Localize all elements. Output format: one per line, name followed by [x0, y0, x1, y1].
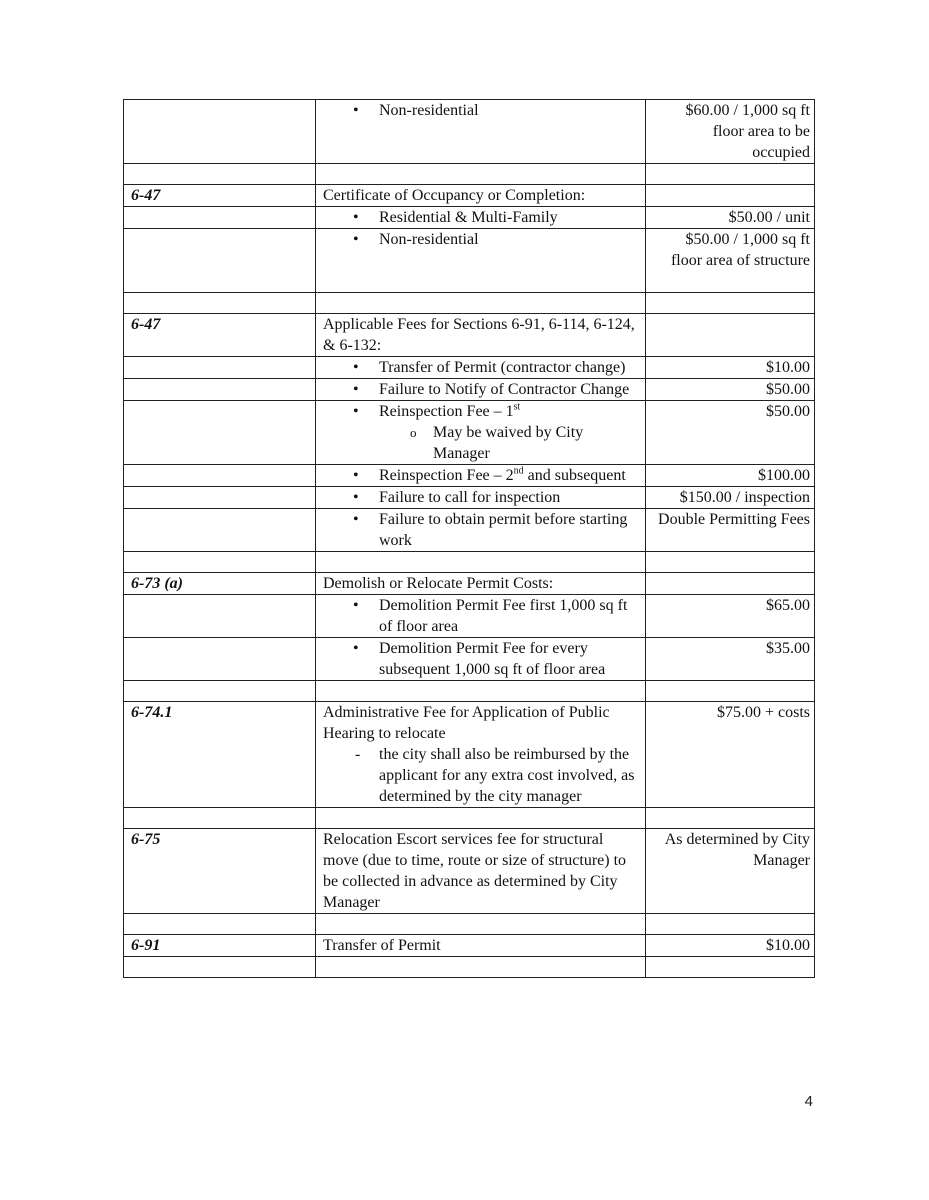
table-row [124, 509, 815, 552]
fee-cell: $75.00 + costs [646, 702, 815, 808]
fee-cell: $35.00 [646, 638, 815, 681]
fee-cell [646, 573, 815, 595]
table-row [124, 595, 815, 638]
bullet-item: • Transfer of Permit (contractor change) [323, 357, 641, 378]
table-row [124, 379, 815, 401]
spacer-row [124, 293, 815, 314]
bullet-item: • Residential & Multi-Family [323, 207, 641, 228]
table-row [124, 357, 815, 379]
fee-cell [646, 314, 815, 357]
table-row [124, 207, 815, 229]
table-row [124, 465, 815, 487]
fee-cell: $50.00 [646, 379, 815, 401]
spacer-row [124, 914, 815, 935]
table-row [124, 487, 815, 509]
table-row [124, 229, 815, 293]
section-number: 6-74.1 [124, 702, 316, 808]
section-number: 6-47 [124, 185, 316, 207]
table-row [124, 573, 815, 595]
fee-cell: $150.00 / inspection [646, 487, 815, 509]
bullet-item: • Failure to call for inspection [323, 487, 641, 508]
fee-cell: $50.00 / unit [646, 207, 815, 229]
spacer-row [124, 164, 815, 185]
section-title: Relocation Escort services fee for structural move (due to time, route or size of structure) to be collected in advance as determined by City Manager [316, 829, 646, 914]
table-row [124, 638, 815, 681]
fee-cell: $100.00 [646, 465, 815, 487]
description-cell [316, 100, 646, 164]
table-row [124, 702, 815, 808]
table-row [124, 829, 815, 914]
bullet-item: • Reinspection Fee – 1st [323, 401, 641, 422]
bullet-item: • Demolition Permit Fee first 1,000 sq ft of floor area [323, 595, 641, 637]
fee-cell: $60.00 / 1,000 sq ft floor area to be occupied [646, 100, 815, 164]
spacer-row [124, 681, 815, 702]
sub-bullet-item: o May be waived by City Manager [323, 422, 641, 464]
fee-cell [646, 185, 815, 207]
table-row [124, 314, 815, 357]
dash-note: - the city shall also be reimbursed by the applicant for any extra cost involved, as determined by the city manager [323, 744, 641, 807]
fee-cell: $10.00 [646, 935, 815, 957]
table-row [124, 100, 815, 164]
spacer-row [124, 552, 815, 573]
fee-cell: $50.00 [646, 401, 815, 465]
fee-cell: $50.00 / 1,000 sq ft floor area of structure [646, 229, 815, 293]
spacer-row [124, 808, 815, 829]
fee-cell: $10.00 [646, 357, 815, 379]
section-cell [124, 100, 316, 164]
section-title: Administrative Fee for Application of Public Hearing to relocate [323, 704, 610, 742]
bullet-item: • Demolition Permit Fee for every subsequent 1,000 sq ft of floor area [323, 638, 641, 680]
bullet-item: • Failure to obtain permit before starting work [323, 509, 641, 551]
section-number: 6-73 (a) [124, 573, 316, 595]
section-number: 6-91 [124, 935, 316, 957]
page-number: 4 [804, 1093, 813, 1110]
bullet-item: • Reinspection Fee – 2nd and subsequent [323, 465, 641, 486]
section-title: Applicable Fees for Sections 6-91, 6-114, 6-124, & 6-132: [316, 314, 646, 357]
table-row [124, 185, 815, 207]
fee-cell: Double Permitting Fees [646, 509, 815, 552]
section-title: Certificate of Occupancy or Completion: [316, 185, 646, 207]
table-row [124, 401, 815, 465]
section-number: 6-47 [124, 314, 316, 357]
section-title: Demolish or Relocate Permit Costs: [316, 573, 646, 595]
table-row [124, 935, 815, 957]
bullet-item: • Non-residential [323, 100, 641, 121]
section-title: Transfer of Permit [316, 935, 646, 957]
section-number: 6-75 [124, 829, 316, 914]
spacer-row [124, 957, 815, 978]
fee-cell: As determined by City Manager [646, 829, 815, 914]
fee-schedule-table [123, 99, 815, 978]
fee-cell: $65.00 [646, 595, 815, 638]
bullet-item: • Non-residential [323, 229, 641, 250]
bullet-item: • Failure to Notify of Contractor Change [323, 379, 641, 400]
